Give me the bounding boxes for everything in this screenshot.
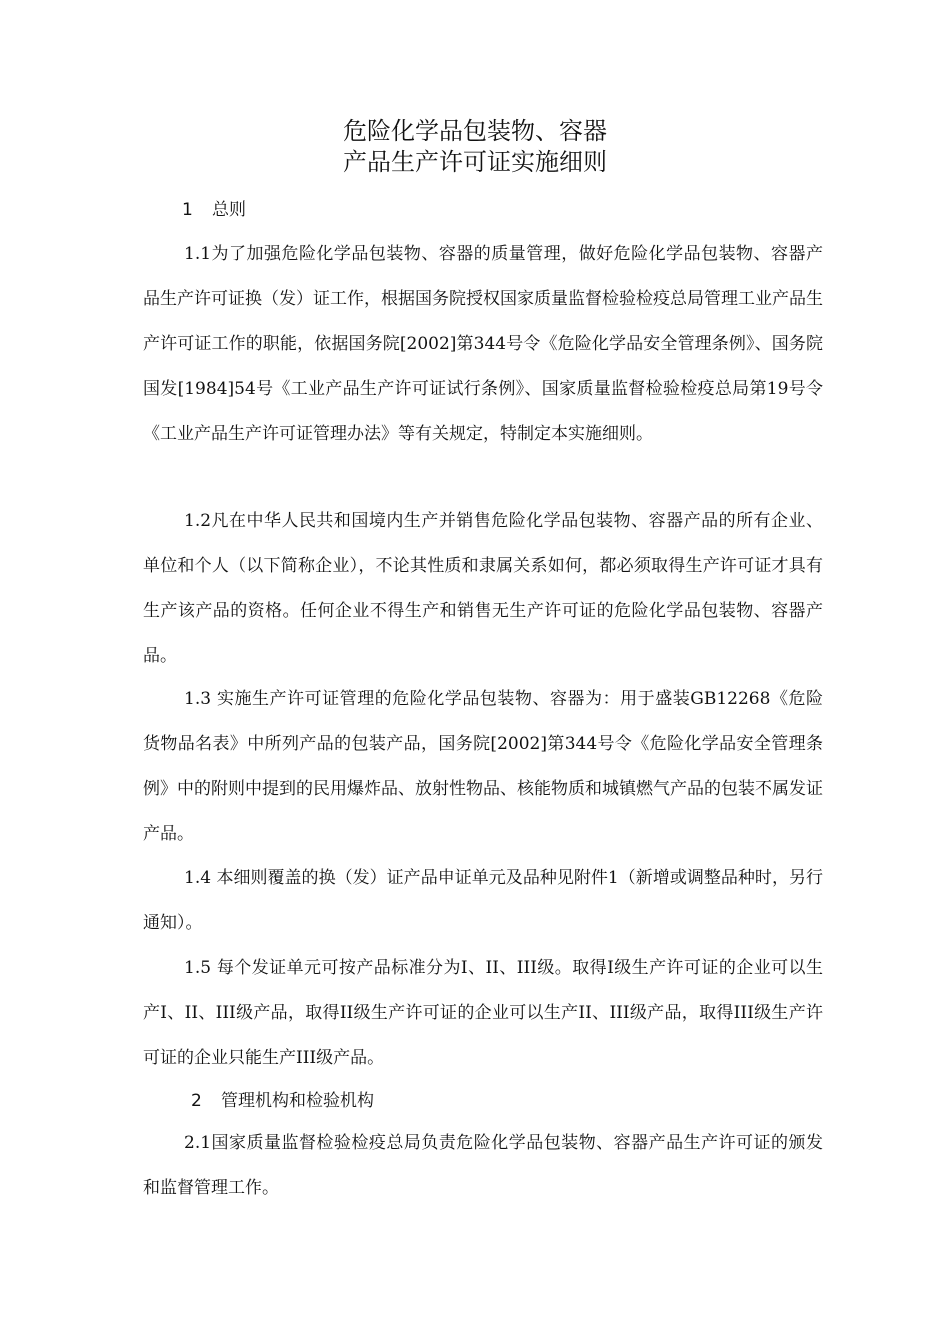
section-heading-2 bbox=[191, 1089, 374, 1113]
paragraph-1-5: 1.5 每个发证单元可按产品标准分为I、II、III级。取得I级生产许可证的企业可以生产I、II、III级产品，取得II级生产许可证的企业可以生产II、III级产品，取得III级生产许可证的企业只能生产III级产品。 bbox=[143, 958, 823, 1068]
paragraph-2-1: 2.1国家质量监督检验检疫总局负责危险化学品包装物、容器产品生产许可证的颁发和监督管理工作。 bbox=[143, 1133, 823, 1198]
paragraph-1-4: 1.4 本细则覆盖的换（发）证产品申证单元及品种见附件1（新增或调整品种时，另行通知）。 bbox=[143, 868, 823, 933]
paragraph-1-1: 1.1为了加强危险化学品包装物、容器的质量管理，做好危险化学品包装物、容器产品生产许可证换（发）证工作，根据国务院授权国家质量监督检验检疫总局管理工业产品生产许可证工作的职能，依据国务院[2002]第344号令《危险化学品安全管理条例》、国务院国发[1984]54号《工业产品生产许可证试行条例》、国家质量监督检验检疫总局第19号令《工业产品生产许可证管理办法》等有关规定，特制定本实施细则。 bbox=[143, 244, 823, 444]
section-title: 总则 bbox=[212, 200, 246, 220]
document-title-line-2: 产品生产许可证实施细则 bbox=[343, 148, 607, 176]
section-title: 管理机构和检验机构 bbox=[221, 1091, 374, 1111]
section-number: 1 bbox=[182, 200, 193, 220]
paragraph-1-3: 1.3 实施生产许可证管理的危险化学品包装物、容器为：用于盛装GB12268《危险货物品名表》中所列产品的包装产品，国务院[2002]第344号令《危险化学品安全管理条例》中的附则中提到的民用爆炸品、放射性物品、核能物质和城镇燃气产品的包装不属发证产品。 bbox=[143, 689, 823, 844]
section-heading-1 bbox=[182, 198, 246, 222]
section-number: 2 bbox=[191, 1091, 202, 1111]
paragraph-1-2: 1.2凡在中华人民共和国境内生产并销售危险化学品包装物、容器产品的所有企业、单位和个人（以下简称企业），不论其性质和隶属关系如何，都必须取得生产许可证才具有生产该产品的资格。任何企业不得生产和销售无生产许可证的危险化学品包装物、容器产品。 bbox=[143, 511, 823, 666]
document-title-line-1: 危险化学品包装物、容器 bbox=[343, 117, 607, 145]
